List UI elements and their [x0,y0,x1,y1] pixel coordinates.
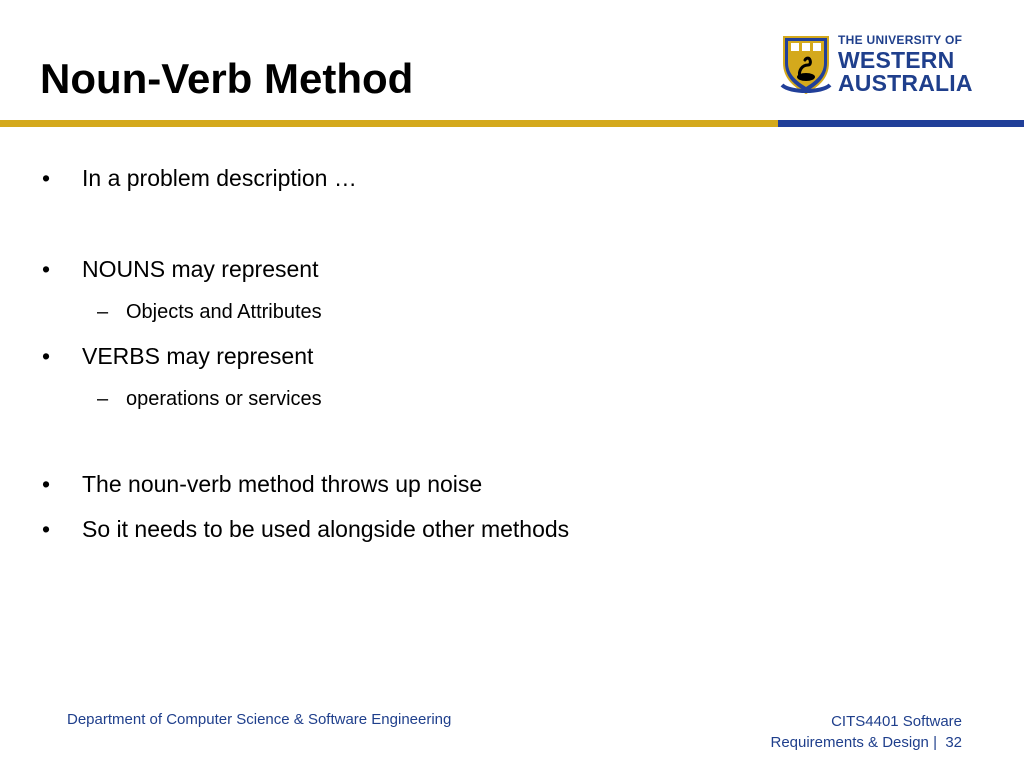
bullet-text: So it needs to be used alongside other methods [82,516,570,542]
bullet-marker: • [42,165,51,191]
slide-title: Noun-Verb Method [40,55,414,102]
logo-line-2: WESTERN [838,47,955,73]
university-logo [780,33,973,96]
footer-course-name: Requirements & Design [770,734,929,751]
footer-department: Department of Computer Science & Software Engineering [67,711,452,728]
page-number: 32 [945,734,962,751]
logo-line-1: THE UNIVERSITY OF [838,33,963,47]
sub-bullet-marker: – [97,301,109,323]
header-rule-blue [778,120,1024,127]
footer-course [770,711,962,753]
footer-course-line-1: CITS4401 Software [831,713,962,730]
sub-bullet-text: Objects and Attributes [126,301,322,323]
bullet-text: The noun-verb method throws up noise [82,471,483,497]
bullet-text: NOUNS may represent [82,256,319,282]
bullet-marker: • [42,516,51,542]
sub-bullet-text: operations or services [126,388,322,410]
header-rule-gold [0,120,778,127]
bullet-marker: • [42,256,51,282]
footer-course-line-2: Requirements & Design | 32 [770,734,962,751]
bullet-marker: • [42,343,51,369]
crest-icon [780,33,832,95]
bullet-text: In a problem description … [82,165,357,191]
logo-line-3: AUSTRALIA [838,70,973,96]
bullet-text: VERBS may represent [82,343,314,369]
sub-bullet-marker: – [97,388,109,410]
bullet-marker: • [42,471,51,497]
